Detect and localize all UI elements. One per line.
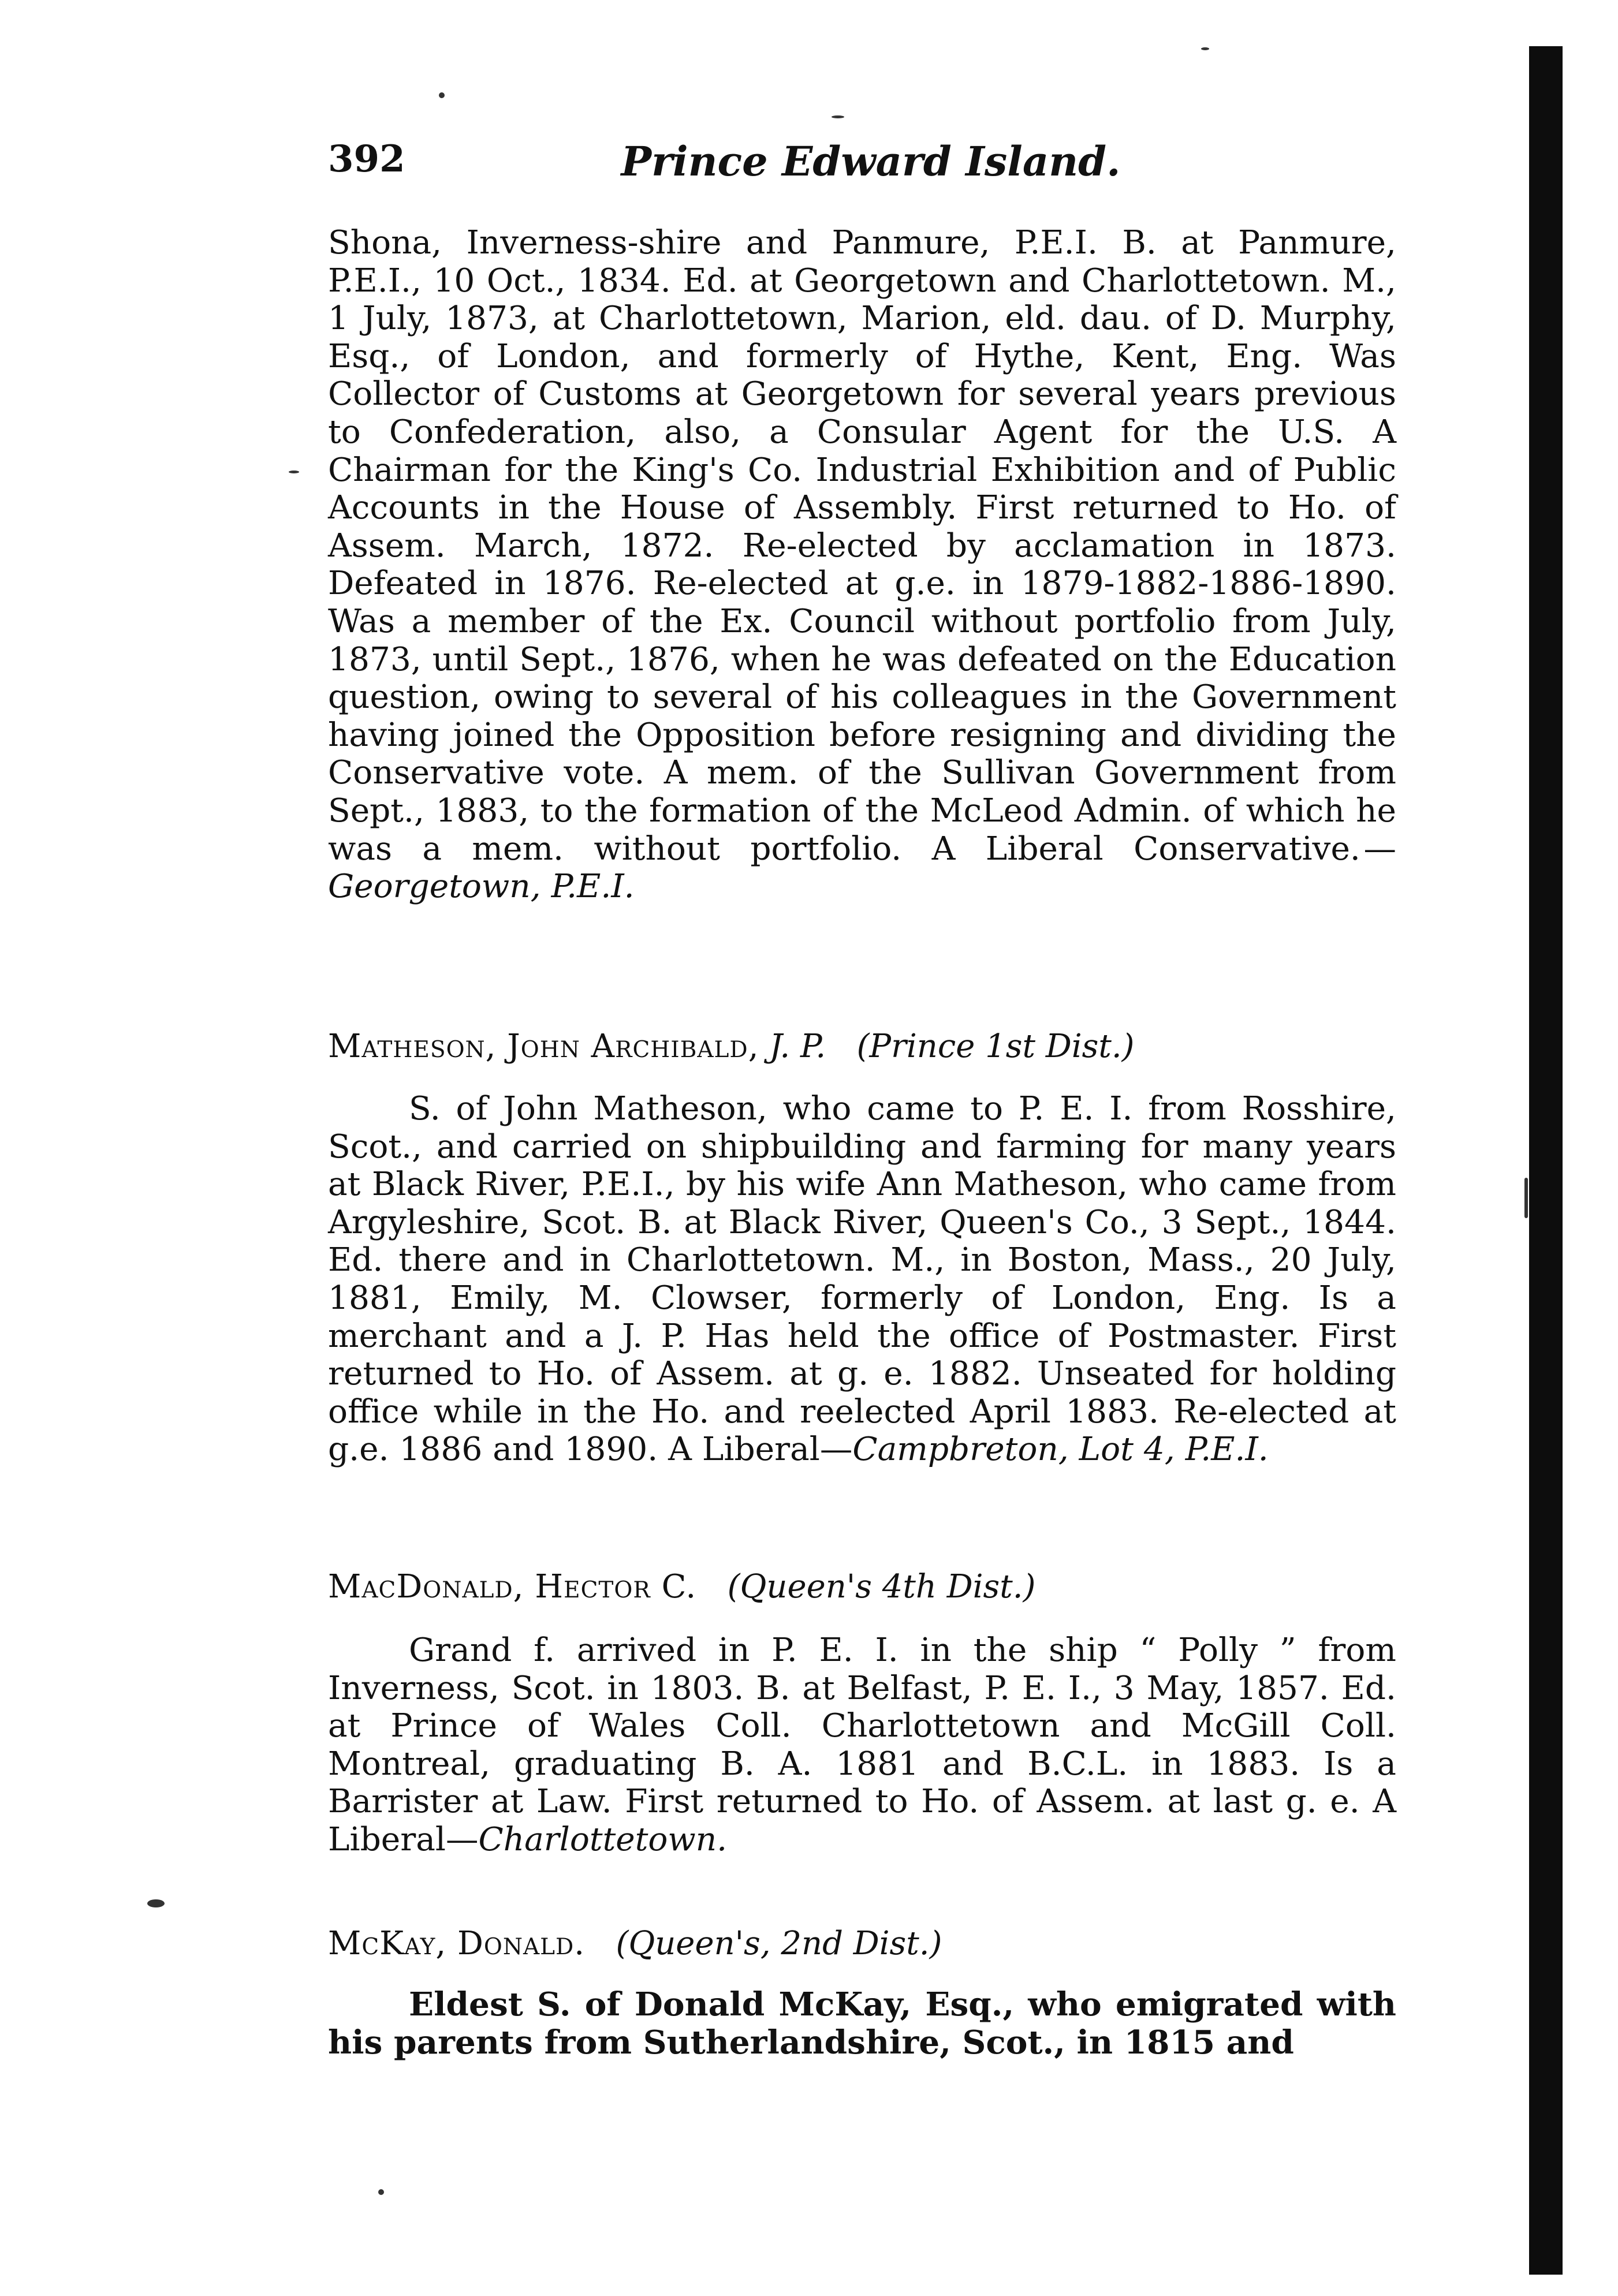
continued-entry-residence: Georgetown, P.E.I.: [328, 868, 635, 906]
scan-speck: [147, 1899, 165, 1907]
page-number: 392: [328, 137, 405, 181]
continued-entry-paragraph: Shona, Inverness-shire and Panmure, P.E.I. B. at Panmure, P.E.I., 10 Oct., 1834. Ed. at Georgetown and Charlottetown. M., 1 July, 1873, at Charlottetown, Marion, eld. dau. of D. Murphy, Esq., of London, and formerly of Hythe, Kent, Eng. Was Collector of Customs at Georgetown for several years previous to Confederation, also, a Consular Agent for the U.S. A Chairman for the King's Co. Industrial Exhibition and of Public Accounts in the House of Assembly. First returned to Ho. of Assem. March, 1872. Re-elected by acclamation in 1873. Defeated in 1876. Re-elected at g.e. in 1879-1882-1886-1890. Was a member of the Ex. Council without portfolio from July, 1873, until Sept., 1876, when he was defeated on the Education question, owing to several of his colleagues in the Government having joined the Opposition before resigning and dividing the Conservative vote. A mem. of the Sullivan Government from Sept., 1883, to the formation of the McLeod Admin. of which he was a mem. without portfolio. A Liberal Conservative. —Georgetown, P.E.I.: [328, 224, 1396, 906]
entry-name: Matheson, John Archibald,: [328, 1028, 759, 1065]
scan-speck: [1524, 1178, 1528, 1218]
entry-heading-matheson: [328, 1028, 1396, 1066]
entry-district: (Prince 1st Dist.): [856, 1028, 1135, 1065]
page-header: [328, 137, 1414, 195]
entry-name: MacDonald, Hector C.: [328, 1568, 697, 1606]
entry-text: S. of John Matheson, who came to P. E. I. from Rosshire, Scot., and carried on shipbuilding and farming for many years at Black River, P.E.I., by his wife Ann Matheson, who came from Argyleshire, Scot. B. at Black River, Queen's Co., 3 Sept., 1844. Ed. there and in Charlottetown. M., in Boston, Mass., 20 July, 1881, Emily, M. Clowser, formerly of London, Eng. Is a merchant and a J. P. Has held the office of Postmaster. First returned to Ho. of Assem. at g. e. 1882. Unseated for holding office while in the Ho. and reelected April 1883. Re-elected at g.e. 1886 and 1890. A Liberal—: [328, 1090, 1396, 1469]
entry-heading-mckay: [328, 1925, 1396, 1963]
page-binding-shadow: [1529, 46, 1563, 2275]
entry-district: (Queen's, 2nd Dist.): [616, 1925, 942, 1962]
entry-district: (Queen's 4th Dist.): [727, 1568, 1036, 1606]
entry-text: Eldest S. of Donald McKay, Esq., who emigrated with his parents from Sutherlandshire, Scot., in 1815 and: [328, 1985, 1396, 2062]
entry-paragraph-mckay: [328, 1986, 1396, 2062]
scan-speck: [1201, 47, 1209, 50]
entry-residence: Charlottetown.: [478, 1820, 728, 1858]
continued-entry-text: Shona, Inverness-shire and Panmure, P.E.I. B. at Panmure, P.E.I., 10 Oct., 1834. Ed. at Georgetown and Charlottetown. M., 1 July, 1873, at Charlottetown, Marion, eld. dau. of D. Murphy, Esq., of London, and formerly of Hythe, Kent, Eng. Was Collector of Customs at Georgetown for several years previous to Confederation, also, a Consular Agent for the U.S. A Chairman for the King's Co. Industrial Exhibition and of Public Accounts in the House of Assembly. First returned to Ho. of Assem. March, 1872. Re-elected by acclamation in 1873. Defeated in 1876. Re-elected at g.e. in 1879-1882-1886-1890. Was a member of the Ex. Council without portfolio from July, 1873, until Sept., 1876, when he was defeated on the Education question, owing to several of his colleagues in the Government having joined the Opposition before resigning and dividing the Conservative vote. A mem. of the Sullivan Government from Sept., 1883, to the formation of the McLeod Admin. of which he was a mem. without portfolio. A Liberal Conservative.: [328, 224, 1396, 868]
entry-title: J. P.: [769, 1028, 826, 1065]
entry-heading-macdonald: [328, 1568, 1396, 1606]
entry-text: Grand f. arrived in P. E. I. in the ship “ Polly ” from Inverness, Scot. in 1803. B. at Belfast, P. E. I., 3 May, 1857. Ed. at Prince of Wales Coll. Charlottetown and McGill Coll. Montreal, graduating B. A. 1881 and B.C.L. in 1883. Is a Barrister at Law. First returned to Ho. of Assem. at last g. e. A Liberal—: [328, 1632, 1396, 1858]
entry-paragraph-macdonald: [328, 1632, 1396, 1859]
scan-speck: [378, 2189, 384, 2195]
entry-name: McKay, Donald.: [328, 1925, 586, 1962]
scan-speck: [439, 92, 445, 98]
scan-speck: [289, 471, 299, 473]
entry-residence: Campbreton, Lot 4, P.E.I.: [852, 1431, 1269, 1469]
scan-speck: [832, 115, 844, 118]
entry-paragraph-matheson: [328, 1090, 1396, 1469]
running-title: Prince Edward Island.: [621, 137, 1121, 185]
